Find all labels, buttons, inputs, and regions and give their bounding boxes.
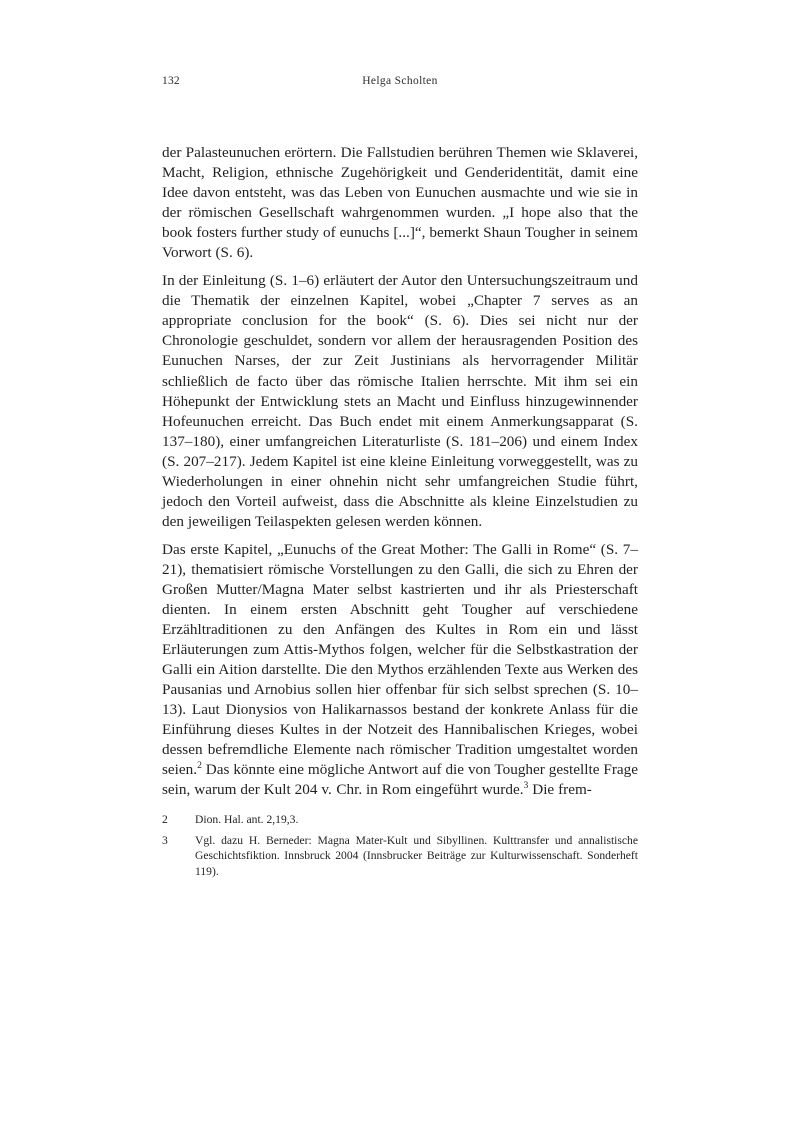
footnote-item	[162, 833, 638, 879]
running-head-author: Helga Scholten	[362, 75, 438, 87]
footnote-reference-3[interactable]: 3	[523, 780, 529, 792]
footnote-area	[162, 812, 638, 879]
paragraph-3	[162, 540, 638, 801]
footnote-number: 3	[162, 834, 168, 848]
footnote-text: Dion. Hal. ant. 2,19,3.	[195, 813, 299, 826]
footnote-item	[162, 812, 638, 827]
footnote-number: 2	[162, 813, 168, 826]
paragraph-3-part-1: Das erste Kapitel, „Eunuchs of the Great Mother: The Galli in Rome“ (S. 7–21), thematisiert römische Vorstellungen zu den Galli, die sich zu Ehren der Großen Mutter/Magna Mater selbst kastrierten und ihr als Priesterschaft dienten. In einem ersten Abschnitt geht Tougher auf verschiedene Erzähltraditionen zu den Anfängen des Kultes in Rom ein und lässt Erläuterungen zum Attis-Mythos folgen, welcher für die Selbstkastration der Galli ein Aition darstellte. Die den Mythos erzählenden Texte aus Werken des Pausanias und Arnobius sollen hier offenbar für sich selbst sprechen (S. 10–13). Laut Dionysios von Halikarnassos bestand der konkrete Anlass für die Einführung dieses Kultes in der Notzeit des Hannibalischen Krieges, wobei dessen befremdliche Elemente nach römischer Tradition umgestaltet worden seien.	[162, 540, 638, 779]
running-head	[162, 72, 638, 90]
paragraph-3-part-2b: Chr. in Rom eingeführt wurde.	[336, 781, 524, 799]
paragraph-1: der Palasteunuchen erörtern. Die Fallstudien berühren Themen wie Sklaverei, Macht, Religion, ethnische Zugehörigkeit und Genderidentität, damit eine Idee davon entsteht, was das Leben von Eunuchen ausmachte und wie sie in der römischen Gesellschaft wahrgenommen wurden. „I hope also that the book fosters further study of eunuchs [...]“, bemerkt Shaun Tougher in seinem Vorwort (S. 6).	[162, 144, 638, 262]
footnote-text: Vgl. dazu H. Berneder: Magna Mater-Kult und Sibyllinen. Kulttransfer und annalistische Geschichtsfiktion. Innsbruck 2004 (Innsbrucker Beiträge zur Kulturwissenschaft. Sonderheft 119).	[195, 834, 638, 878]
footnote-reference-2[interactable]: 2	[197, 760, 202, 772]
page-number: 132	[162, 75, 180, 87]
paragraph-3-part-2: Das könnte eine mögliche Antwort auf die von Tougher gestellte Frage sein, warum der Kult 204 v.	[162, 761, 638, 799]
paragraph-2: In der Einleitung (S. 1–6) erläutert der Autor den Untersuchungszeitraum und die Thematik der einzelnen Kapitel, wobei „Chapter 7 serves as an appropriate conclusion for the book“ (S. 6). Dies sei nicht nur der Chronologie geschuldet, sondern vor allem der herausragenden Position des Eunuchen Narses, der zur Zeit Justinians als hervorragender Militär schließlich de facto über das römische Italien herrschte. Mit ihm sei ein Höhepunkt der Entwicklung stets an Macht und Einfluss hinzugewinnender Hofeunuchen erreicht. Das Buch endet mit einem Anmerkungsapparat (S. 137–180), einer umfangreichen Literaturliste (S. 181–206) und einem Index (S. 207–217). Jedem Kapitel ist eine kleine Einleitung vorweggestellt, was zu Wiederholungen in einer ohnehin nicht sehr umfangreichen Studie führt, jedoch den Vorteil aufweist, dass die Abschnitte als kleine Einzelstudien zu den jeweiligen Teilaspekten gelesen werden können.	[162, 272, 638, 530]
paragraph-3-part-3: Die frem-	[528, 781, 592, 799]
body-text-block	[162, 143, 638, 801]
